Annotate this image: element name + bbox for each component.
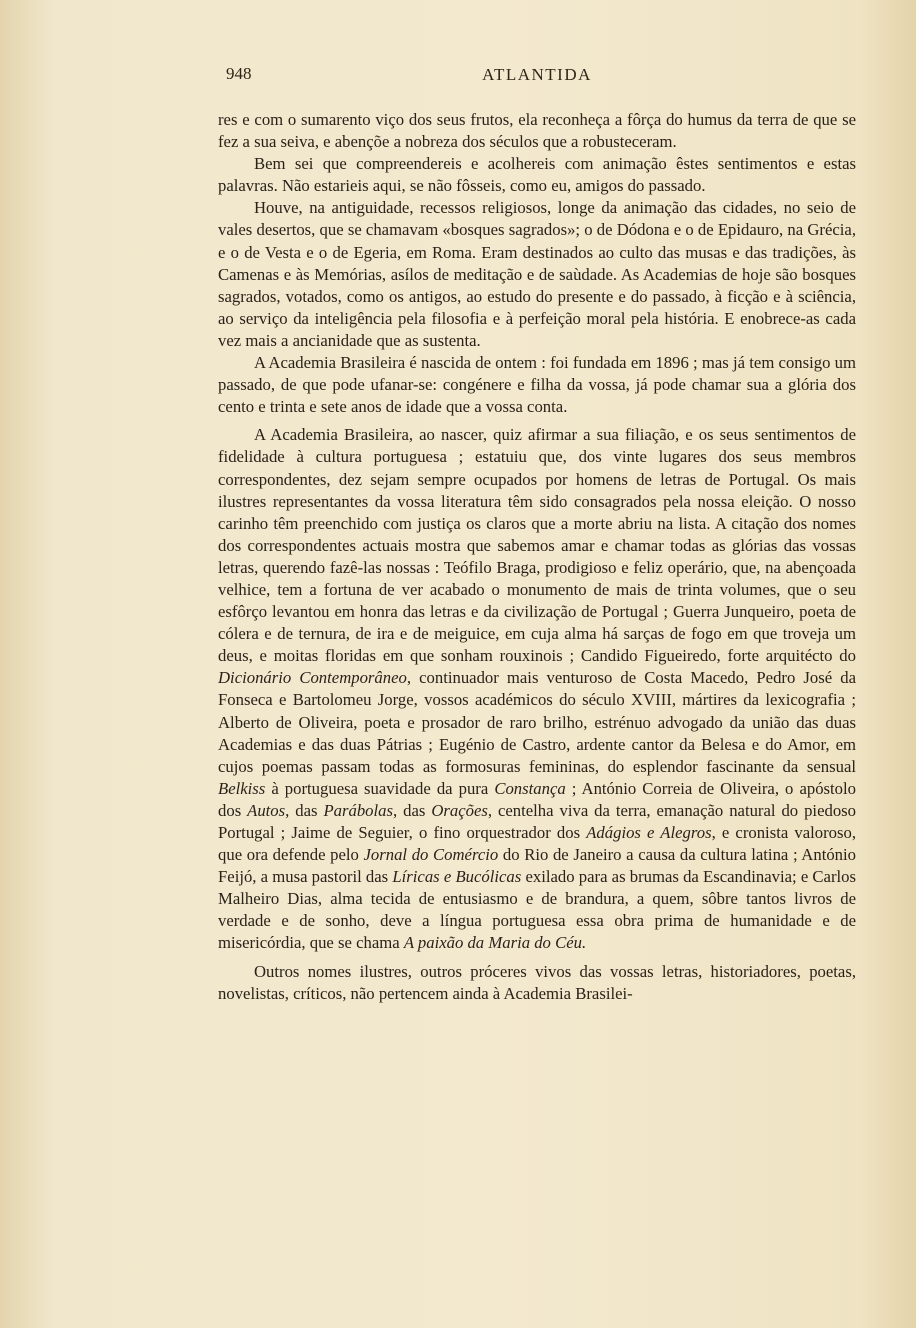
text-run: exilado para as brumas da Escandinavia; e Carlos Malheiro Dias, alma tecida de entusiasmo e de brandura, a quem, sôbre tantos livros de verdade e de sonho, deve a língua portuguesa essa obra prima de humanidade e de misericórdia, que se chama xyxy=(218,867,856,953)
page-number: 948 xyxy=(226,64,252,83)
text-run: , e cronista valoroso, que ora defende pelo xyxy=(218,823,857,865)
text-run: A Academia Brasileira, ao nascer, quiz afirmar a sua filiação, e os seus sentimentos de fidelidade à cultura portuguesa ; estatuiu que, dos vinte lugares dos seus membros correspondentes, dez sejam sempre ocupados por homens de letras de Portugal. Os mais ilustres representantes da vossa literatura têm sido consagrados pela nossa eleição. O nosso carinho têm preenchido com justiça os claros que a morte abriu na lista. A citação dos nomes dos correspondentes actuais mostra que sabemos amar e chamar todas as glórias das vossas letras, querendo fazê-las nossas : Teófilo Braga, prodigioso e feliz operário, que, na abençoada velhice, tem a fortuna de ver acabado o monumento de mais de trinta volumes, que o seu esfôrço levantou em honra das letras e da civilização de Portugal ; Guerra Junqueiro, poeta de cólera e de ternura, de ira e de meiguice, em cuja alma há sarças de fogo em que troveja um deus, e moitas floridas em que sonham rouxinois ; Candido Figueiredo, forte arquitécto do xyxy=(218,425,856,666)
text-run: , das xyxy=(393,800,432,820)
page-header xyxy=(222,62,852,88)
italic-title: Constança xyxy=(494,778,566,798)
body-text xyxy=(218,109,856,1005)
paragraph xyxy=(218,424,856,954)
text-run: Bem sei que compreendereis e acolhereis com animação êstes sentimentos e estas palavras. Não estarieis aqui, se não fôsseis, como eu, amigos do passado. xyxy=(218,154,856,196)
italic-title: Dicionário Contemporâneo xyxy=(218,668,407,688)
text-run: Houve, na antiguidade, recessos religiosos, longe da animação das cidades, no seio de vales desertos, que se chamavam «bosques sagrados»; o de Dódona e o de Epidauro, na Grécia, e o de Vesta e o de Egeria, em Roma. Eram destinados ao culto das musas e das tradições, às Camenas e às Memórias, asílos de meditação e de saùdade. As Academias de hoje são bosques sagrados, votados, como os antigos, ao estudo do presente e do passado, à ficção e à sciência, ao serviço da inteligência pela filosofia e à perfeição moral pela história. E enobrece-as cada vez mais a ancianidade que as sustenta. xyxy=(218,198,856,350)
paragraph xyxy=(218,197,856,352)
text-run: , centelha viva da terra, emanação natural do piedoso Portugal ; Jaime de Seguier, o fino orquestrador dos xyxy=(218,800,857,842)
italic-title: Jornal do Comércio xyxy=(363,845,499,865)
paragraph xyxy=(218,961,856,1005)
text-run: , continuador mais venturoso de Costa Macedo, Pedro José da Fonseca e Bartolomeu Jorge, vossos académicos do século XVIII, mártires da lexicografia ; Alberto de Oliveira, poeta e prosador de raro brilho, estrénuo advogado da união das duas Academias e das duas Pátrias ; Eugénio de Castro, ardente cantor da Belesa e do Amor, em cujos poemas passam todas as formosuras femininas, do esplendor fascinante da sensual xyxy=(218,668,856,776)
italic-title: Líricas e Bucólicas xyxy=(392,867,522,887)
text-run: do Rio de Janeiro a causa da cultura latina ; António Feijó, a musa pastoril das xyxy=(218,845,857,887)
text-run: ; António Correia de Oliveira, o apóstolo dos xyxy=(218,778,856,820)
paragraph xyxy=(218,153,856,197)
italic-title: Adágios e Alegros xyxy=(586,823,712,842)
italic-title: Parábolas xyxy=(323,800,393,820)
text-run: à portuguesa suavidade da pura xyxy=(265,778,495,798)
paragraph xyxy=(218,352,856,418)
paragraph xyxy=(218,109,856,153)
italic-title: Orações xyxy=(431,800,488,820)
italic-title: Belkiss xyxy=(218,778,266,798)
text-run: Outros nomes ilustres, outros próceres vivos das vossas letras, historiadores, poetas, novelistas, críticos, não pertencem ainda à Academia Brasilei- xyxy=(218,961,856,1003)
italic-title: A paixão da Maria do Céu. xyxy=(403,933,587,953)
text-run: , das xyxy=(285,800,324,820)
italic-title: Autos xyxy=(247,800,286,820)
running-title: ATLANTIDA xyxy=(482,65,592,84)
text-run: A Academia Brasileira é nascida de ontem : foi fundada em 1896 ; mas já tem consigo um passado, de que pode ufanar-se: congénere e filha da vossa, já pode chamar sua a glória dos cento e trinta e sete anos de idade que a vossa conta. xyxy=(218,353,856,417)
text-run: res e com o sumarento viço dos seus frutos, ela reconheça a fôrça do humus da terra de que se fez a sua seiva, e abençõe a nobreza dos séculos que a robusteceram. xyxy=(218,110,856,152)
